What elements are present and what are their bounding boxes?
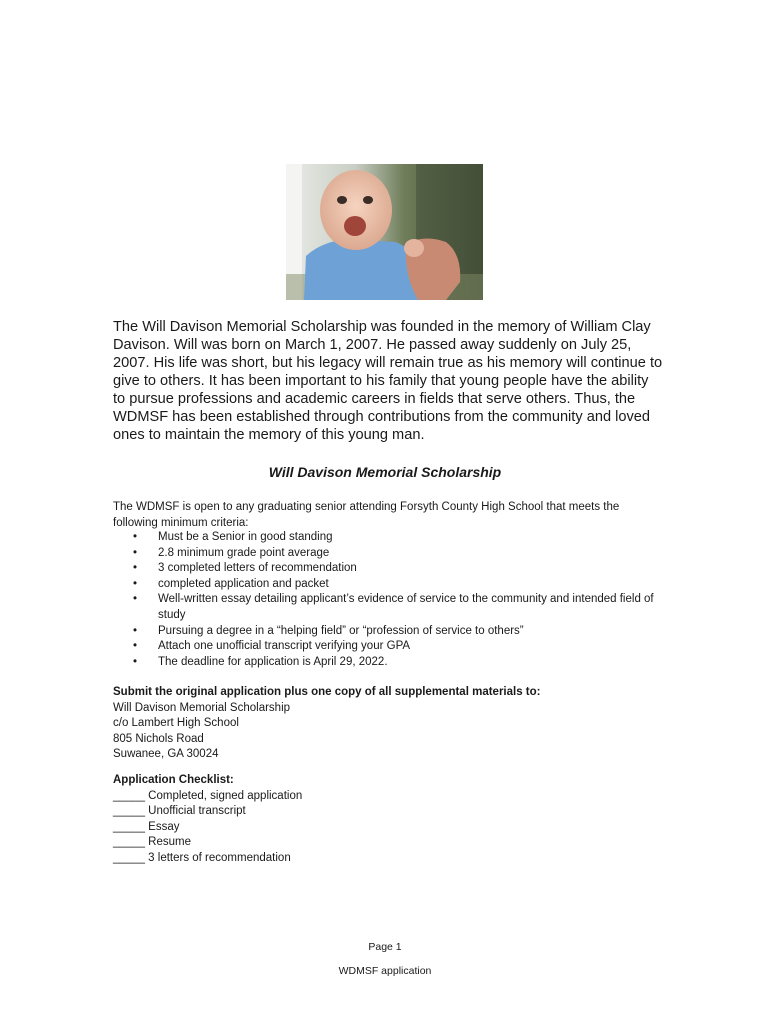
- list-item: • Well-written essay detailing applicant’s evidence of service to the community and intended field of study: [133, 593, 654, 621]
- criteria-list: [113, 530, 658, 670]
- address-line: 805 Nichols Road: [113, 732, 204, 745]
- address-line: Will Davison Memorial Scholarship: [113, 701, 291, 714]
- list-item: • completed application and packet: [113, 577, 658, 593]
- document-name: WDMSF application: [338, 965, 432, 977]
- intro-paragraph: The Will Davison Memorial Scholarship was founded in the memory of William Clay Davison. Will was born on March 1, 2007. He passed away suddenly on July 25, 2007. His life was short, but his legacy will remain true as his memory will continue to give to others. It has been important to his family that young people have the ability to pursue professions and academic careers in fields that serve others. Thus, the WDMSF has been established through contributions from the community and loved ones to maintain the memory of this young man.: [113, 319, 663, 443]
- bullet-icon: •: [133, 531, 138, 543]
- checklist-item: _____ 3 letters of recommendation: [113, 851, 291, 864]
- application-checklist: [113, 773, 658, 866]
- address-line: Suwanee, GA 30024: [113, 748, 219, 760]
- submit-heading: Submit the original application plus one copy of all supplemental materials to:: [113, 686, 541, 698]
- baby-photo: [286, 164, 483, 300]
- bullet-icon: •: [133, 577, 138, 590]
- list-item: • 3 completed letters of recommendation: [113, 561, 658, 577]
- checklist-item: _____ Unofficial transcript: [113, 805, 246, 817]
- bullet-icon: •: [133, 546, 138, 559]
- scholarship-title: Will Davison Memorial Scholarship: [268, 464, 502, 480]
- bullet-icon: •: [133, 624, 138, 637]
- list-item: • Must be a Senior in good standing: [113, 530, 658, 546]
- address-line: c/o Lambert High School: [113, 717, 239, 729]
- checklist-heading: Application Checklist:: [113, 774, 234, 786]
- list-item: • Attach one unofficial transcript verifying your GPA: [113, 639, 658, 655]
- page-number: Page 1: [368, 941, 402, 953]
- bullet-icon: •: [133, 640, 138, 653]
- criteria-intro: The WDMSF is open to any graduating senior attending Forsyth County High School that meets the following minimum criteria:: [113, 501, 620, 529]
- checklist-item: _____ Resume: [113, 836, 191, 848]
- list-item: • 2.8 minimum grade point average: [113, 546, 658, 562]
- submit-address-block: [113, 685, 658, 763]
- list-item: • The deadline for application is April 29, 2022.: [113, 655, 658, 671]
- bullet-icon: •: [133, 655, 138, 668]
- bullet-icon: •: [133, 562, 138, 575]
- checklist-item: _____ Completed, signed application: [113, 789, 303, 802]
- checklist-item: _____ Essay: [113, 820, 180, 833]
- list-item: • Pursuing a degree in a “helping field” or “profession of service to others”: [113, 624, 658, 640]
- bullet-icon: •: [133, 593, 138, 606]
